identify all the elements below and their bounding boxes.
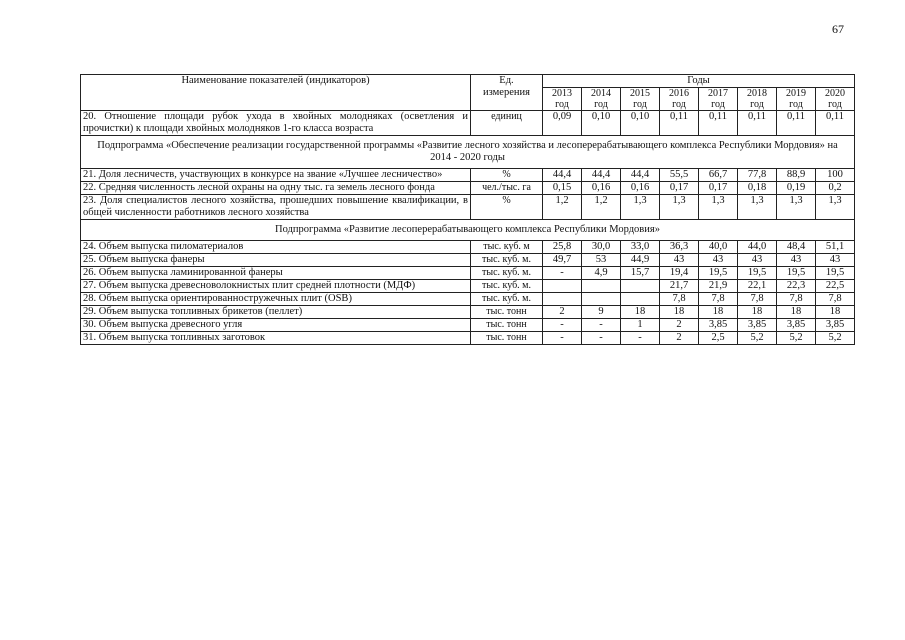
value-cell-2016: 2 — [660, 332, 699, 345]
value-cell-2018: 3,85 — [738, 319, 777, 332]
value-cell-2017: 19,5 — [699, 267, 738, 280]
indicator-name: 28. Объем выпуска ориентированностружечных плит (OSB) — [81, 293, 471, 306]
table-body — [81, 111, 855, 345]
value-cell-2018: 1,3 — [738, 195, 777, 220]
indicator-unit: тыс. куб. м. — [471, 280, 543, 293]
indicator-name: 26. Объем выпуска ламинированной фанеры — [81, 267, 471, 280]
indicator-name: 24. Объем выпуска пиломатериалов — [81, 241, 471, 254]
table-row — [81, 111, 855, 136]
indicator-name: 27. Объем выпуска древесноволокнистых плит средней плотности (МДФ) — [81, 280, 471, 293]
header-unit — [471, 75, 543, 111]
table-row — [81, 254, 855, 267]
value-cell-2020: 0,2 — [816, 182, 855, 195]
value-cell-2019: 3,85 — [777, 319, 816, 332]
value-cell-2019: 18 — [777, 306, 816, 319]
page-number: 67 — [832, 22, 844, 36]
value-cell-2017: 18 — [699, 306, 738, 319]
value-cell-2015: 18 — [621, 306, 660, 319]
header-unit-line1: Ед. — [499, 75, 514, 86]
year-suffix: год — [633, 99, 647, 110]
value-cell-2017: 0,17 — [699, 182, 738, 195]
value-cell-2015: 33,0 — [621, 241, 660, 254]
value-cell-2018: 77,8 — [738, 169, 777, 182]
indicator-unit: тыс. тонн — [471, 306, 543, 319]
value-cell-2015 — [621, 280, 660, 293]
value-cell-2019: 0,19 — [777, 182, 816, 195]
value-cell-2015: - — [621, 332, 660, 345]
year-label: 2014 — [591, 88, 611, 99]
year-header-2015 — [621, 88, 660, 111]
indicators-table — [80, 74, 855, 345]
subprogram-title: Подпрограмма «Обеспечение реализации государственной программы «Развитие лесного хозяйства и лесоперерабатывающего комплекса Республики Мордовия» на 2014 - 2020 годы — [81, 136, 855, 169]
value-cell-2020: 19,5 — [816, 267, 855, 280]
value-cell-2018: 0,18 — [738, 182, 777, 195]
value-cell-2013: 25,8 — [543, 241, 582, 254]
indicator-name: 22. Средняя численность лесной охраны на одну тыс. га земель лесного фонда — [81, 182, 471, 195]
value-cell-2017: 1,3 — [699, 195, 738, 220]
year-suffix: год — [594, 99, 608, 110]
value-cell-2013 — [543, 280, 582, 293]
table-row — [81, 267, 855, 280]
value-cell-2015: 1,3 — [621, 195, 660, 220]
year-suffix: год — [711, 99, 725, 110]
value-cell-2013: 49,7 — [543, 254, 582, 267]
indicator-name: 20. Отношение площади рубок ухода в хвойных молодняках (осветления и прочистки) к площади хвойных молодняков 1-го класса возраста — [81, 111, 471, 136]
value-cell-2020: 5,2 — [816, 332, 855, 345]
value-cell-2014: 0,16 — [582, 182, 621, 195]
indicator-name: 31. Объем выпуска топливных заготовок — [81, 332, 471, 345]
value-cell-2020: 51,1 — [816, 241, 855, 254]
value-cell-2014: 53 — [582, 254, 621, 267]
subprogram-row — [81, 136, 855, 169]
value-cell-2019: 88,9 — [777, 169, 816, 182]
value-cell-2015: 44,4 — [621, 169, 660, 182]
year-label: 2020 — [825, 88, 845, 99]
table-row — [81, 319, 855, 332]
indicator-name: 21. Доля лесничеств, участвующих в конкурсе на звание «Лучшее лесничество» — [81, 169, 471, 182]
value-cell-2016: 2 — [660, 319, 699, 332]
table-header — [81, 75, 855, 111]
value-cell-2016: 55,5 — [660, 169, 699, 182]
value-cell-2015: 0,16 — [621, 182, 660, 195]
value-cell-2020: 43 — [816, 254, 855, 267]
table-row — [81, 293, 855, 306]
year-header-2020 — [816, 88, 855, 111]
value-cell-2019: 0,11 — [777, 111, 816, 136]
year-label: 2018 — [747, 88, 767, 99]
value-cell-2016: 19,4 — [660, 267, 699, 280]
value-cell-2015 — [621, 293, 660, 306]
year-header-2018 — [738, 88, 777, 111]
value-cell-2016: 36,3 — [660, 241, 699, 254]
year-label: 2016 — [669, 88, 689, 99]
year-suffix: год — [789, 99, 803, 110]
indicator-unit: тыс. куб. м — [471, 241, 543, 254]
value-cell-2015: 0,10 — [621, 111, 660, 136]
indicator-name: 30. Объем выпуска древесного угля — [81, 319, 471, 332]
year-header-2013 — [543, 88, 582, 111]
value-cell-2016: 21,7 — [660, 280, 699, 293]
table-row — [81, 280, 855, 293]
value-cell-2014: 0,10 — [582, 111, 621, 136]
value-cell-2018: 44,0 — [738, 241, 777, 254]
indicator-unit: тыс. тонн — [471, 319, 543, 332]
value-cell-2014: 44,4 — [582, 169, 621, 182]
indicator-unit: тыс. куб. м. — [471, 254, 543, 267]
value-cell-2017: 66,7 — [699, 169, 738, 182]
value-cell-2017: 7,8 — [699, 293, 738, 306]
value-cell-2014 — [582, 293, 621, 306]
year-label: 2017 — [708, 88, 728, 99]
value-cell-2019: 48,4 — [777, 241, 816, 254]
year-suffix: год — [750, 99, 764, 110]
table-row — [81, 332, 855, 345]
value-cell-2017: 0,11 — [699, 111, 738, 136]
value-cell-2013: 2 — [543, 306, 582, 319]
year-suffix: год — [828, 99, 842, 110]
header-unit-line2: измерения — [483, 87, 530, 98]
indicator-unit: чел./тыс. га — [471, 182, 543, 195]
value-cell-2020: 18 — [816, 306, 855, 319]
value-cell-2020: 7,8 — [816, 293, 855, 306]
value-cell-2013: - — [543, 267, 582, 280]
indicator-name: 25. Объем выпуска фанеры — [81, 254, 471, 267]
table-row — [81, 241, 855, 254]
year-header-2016 — [660, 88, 699, 111]
subprogram-row — [81, 220, 855, 241]
header-years: Годы — [543, 75, 855, 88]
year-suffix: год — [672, 99, 686, 110]
indicator-unit: тыс. куб. м. — [471, 267, 543, 280]
value-cell-2016: 43 — [660, 254, 699, 267]
value-cell-2020: 22,5 — [816, 280, 855, 293]
year-header-2014 — [582, 88, 621, 111]
value-cell-2015: 15,7 — [621, 267, 660, 280]
value-cell-2016: 0,17 — [660, 182, 699, 195]
value-cell-2016: 1,3 — [660, 195, 699, 220]
value-cell-2015: 1 — [621, 319, 660, 332]
value-cell-2017: 40,0 — [699, 241, 738, 254]
value-cell-2019: 7,8 — [777, 293, 816, 306]
table-row — [81, 182, 855, 195]
value-cell-2013: 0,09 — [543, 111, 582, 136]
value-cell-2020: 3,85 — [816, 319, 855, 332]
value-cell-2014: 1,2 — [582, 195, 621, 220]
value-cell-2017: 21,9 — [699, 280, 738, 293]
value-cell-2018: 43 — [738, 254, 777, 267]
value-cell-2016: 0,11 — [660, 111, 699, 136]
value-cell-2019: 22,3 — [777, 280, 816, 293]
year-label: 2013 — [552, 88, 572, 99]
value-cell-2017: 43 — [699, 254, 738, 267]
value-cell-2020: 100 — [816, 169, 855, 182]
value-cell-2018: 22,1 — [738, 280, 777, 293]
indicator-unit: % — [471, 195, 543, 220]
value-cell-2018: 7,8 — [738, 293, 777, 306]
value-cell-2013: 1,2 — [543, 195, 582, 220]
value-cell-2014: - — [582, 319, 621, 332]
value-cell-2016: 18 — [660, 306, 699, 319]
indicator-unit: единиц — [471, 111, 543, 136]
value-cell-2014: 4,9 — [582, 267, 621, 280]
value-cell-2019: 19,5 — [777, 267, 816, 280]
indicator-unit: тыс. куб. м. — [471, 293, 543, 306]
year-header-2017 — [699, 88, 738, 111]
value-cell-2014 — [582, 280, 621, 293]
value-cell-2013 — [543, 293, 582, 306]
value-cell-2013: 0,15 — [543, 182, 582, 195]
value-cell-2013: - — [543, 332, 582, 345]
year-suffix: год — [555, 99, 569, 110]
year-label: 2015 — [630, 88, 650, 99]
table-row — [81, 195, 855, 220]
indicator-unit: тыс. тонн — [471, 332, 543, 345]
value-cell-2014: 9 — [582, 306, 621, 319]
indicator-name: 29. Объем выпуска топливных брикетов (пеллет) — [81, 306, 471, 319]
indicator-unit: % — [471, 169, 543, 182]
table-row — [81, 306, 855, 319]
value-cell-2015: 44,9 — [621, 254, 660, 267]
value-cell-2019: 1,3 — [777, 195, 816, 220]
value-cell-2020: 0,11 — [816, 111, 855, 136]
year-header-2019 — [777, 88, 816, 111]
value-cell-2017: 2,5 — [699, 332, 738, 345]
year-label: 2019 — [786, 88, 806, 99]
value-cell-2020: 1,3 — [816, 195, 855, 220]
value-cell-2013: - — [543, 319, 582, 332]
value-cell-2018: 19,5 — [738, 267, 777, 280]
header-name: Наименование показателей (индикаторов) — [81, 75, 471, 111]
subprogram-title: Подпрограмма «Развитие лесоперерабатывающего комплекса Республики Мордовия» — [81, 220, 855, 241]
value-cell-2017: 3,85 — [699, 319, 738, 332]
value-cell-2018: 18 — [738, 306, 777, 319]
table-row — [81, 169, 855, 182]
value-cell-2019: 5,2 — [777, 332, 816, 345]
value-cell-2013: 44,4 — [543, 169, 582, 182]
value-cell-2014: - — [582, 332, 621, 345]
value-cell-2014: 30,0 — [582, 241, 621, 254]
value-cell-2016: 7,8 — [660, 293, 699, 306]
value-cell-2018: 5,2 — [738, 332, 777, 345]
value-cell-2018: 0,11 — [738, 111, 777, 136]
indicator-name: 23. Доля специалистов лесного хозяйства, прошедших повышение квалификации, в общей численности работников лесного хозяйства — [81, 195, 471, 220]
value-cell-2019: 43 — [777, 254, 816, 267]
